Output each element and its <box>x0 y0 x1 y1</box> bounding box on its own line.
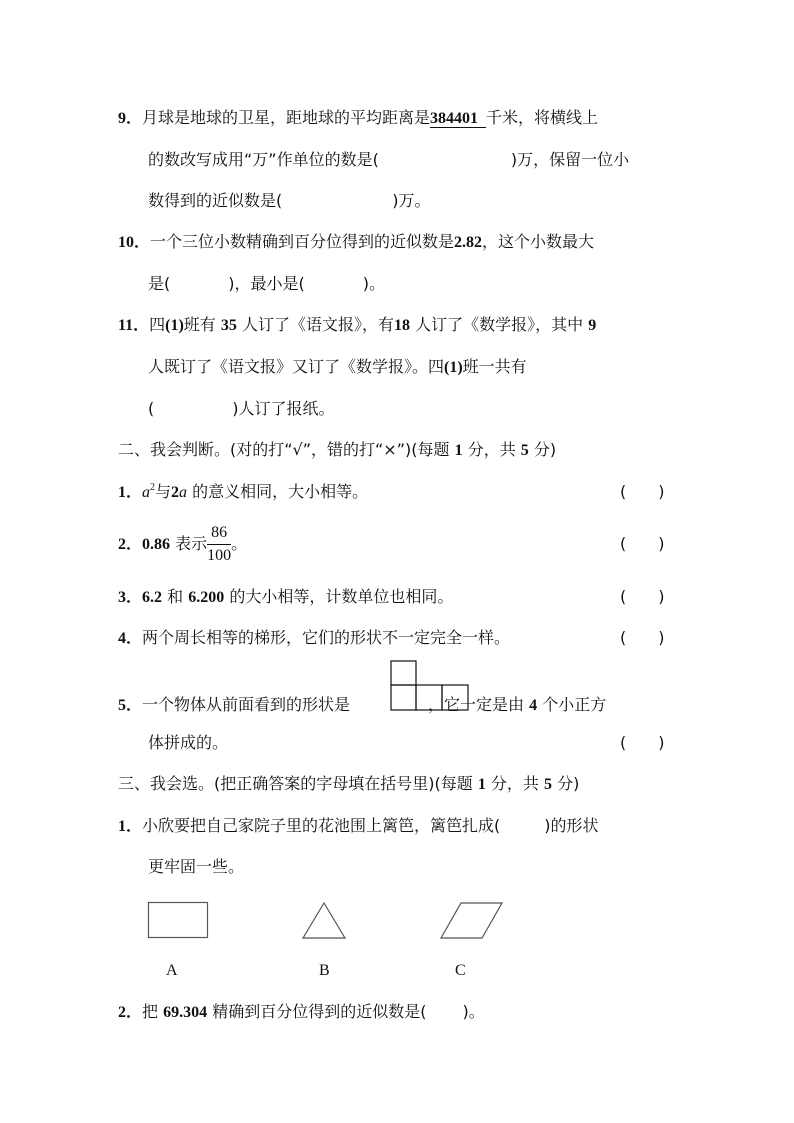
choice-q1-line1: 1．小欣要把自己家院子里的花池围上篱笆，篱笆扎成( )的形状 <box>118 816 599 835</box>
judge-bracket-2[interactable]: ( ) <box>620 534 665 553</box>
judge-item-5: 5．一个物体从前面看到的形状是 ，它一定是由 4 个小正方 <box>118 695 607 714</box>
q9-distance: 384401 <box>430 110 486 128</box>
q11-line3: ( )人订了报纸。 <box>148 399 335 418</box>
judge-item-2: 2．0.86 表示 $\frac{86}{100}$ 。 <box>118 522 247 567</box>
triangle-shape <box>303 903 345 938</box>
rectangle-shape <box>149 903 208 938</box>
option-c-label[interactable]: C <box>455 962 466 979</box>
q9-line2: 的数改写成用“万”作单位的数是( )万，保留一位小 <box>148 150 630 169</box>
section2-heading: 二、我会判断。(对的打“√”，错的打“×”)(每题 1 分，共 5 分) <box>118 440 557 459</box>
option-a-label[interactable]: A <box>166 962 178 979</box>
q11-line2: 人既订了《语文报》又订了《数学报》。四(1)班一共有 <box>148 357 527 376</box>
q11-number: 11． <box>118 317 150 334</box>
q10-line1: 10．一个三位小数精确到百分位得到的近似数是2.82，这个小数最大 <box>118 232 595 251</box>
q9-number: 9． <box>118 110 143 127</box>
cube-square <box>391 685 416 710</box>
judge-bracket-4[interactable]: ( ) <box>620 628 665 647</box>
judge-item-3: 3．6.2 和 6.200 的大小相等，计数单位也相同。 <box>118 587 454 606</box>
parallelogram-shape <box>441 903 502 938</box>
judge-item-1: 1．$a^2$与2a 的意义相同，大小相等。 <box>118 482 369 501</box>
q10-line2: 是( )，最小是( )。 <box>148 274 385 293</box>
choice-q2: 2．把 69.304 精确到百分位得到的近似数是( )。 <box>118 1002 485 1021</box>
judge-bracket-5[interactable]: ( ) <box>620 733 665 752</box>
fraction: $\frac{86}{100}$ <box>207 524 232 564</box>
judge-bracket-1[interactable]: ( ) <box>620 482 665 501</box>
q11-line1: 11．四(1)班有 35 人订了《语文报》，有18 人订了《数学报》，其中 9 <box>118 315 597 334</box>
judge-bracket-3[interactable]: ( ) <box>620 587 665 606</box>
choice-shapes <box>140 895 520 945</box>
q9-line3: 数得到的近似数是( )万。 <box>148 191 431 210</box>
q9-line1: 9．月球是地球的卫星，距地球的平均距离是384401 千米，将横线上 <box>118 108 599 127</box>
option-b-label[interactable]: B <box>319 962 330 979</box>
front-view-figure <box>390 660 470 712</box>
cube-square-top <box>391 661 416 685</box>
q10-number: 10． <box>118 234 151 251</box>
judge-item-5-line2: 体拼成的。 <box>148 733 229 752</box>
cube-square <box>416 685 442 710</box>
choice-q1-line2: 更牢固一些。 <box>148 857 245 876</box>
judge-item-4: 4．两个周长相等的梯形，它们的形状不一定完全一样。 <box>118 628 511 647</box>
section3-heading: 三、我会选。(把正确答案的字母填在括号里)(每题 1 分，共 5 分) <box>118 774 580 793</box>
cube-square <box>442 685 468 710</box>
